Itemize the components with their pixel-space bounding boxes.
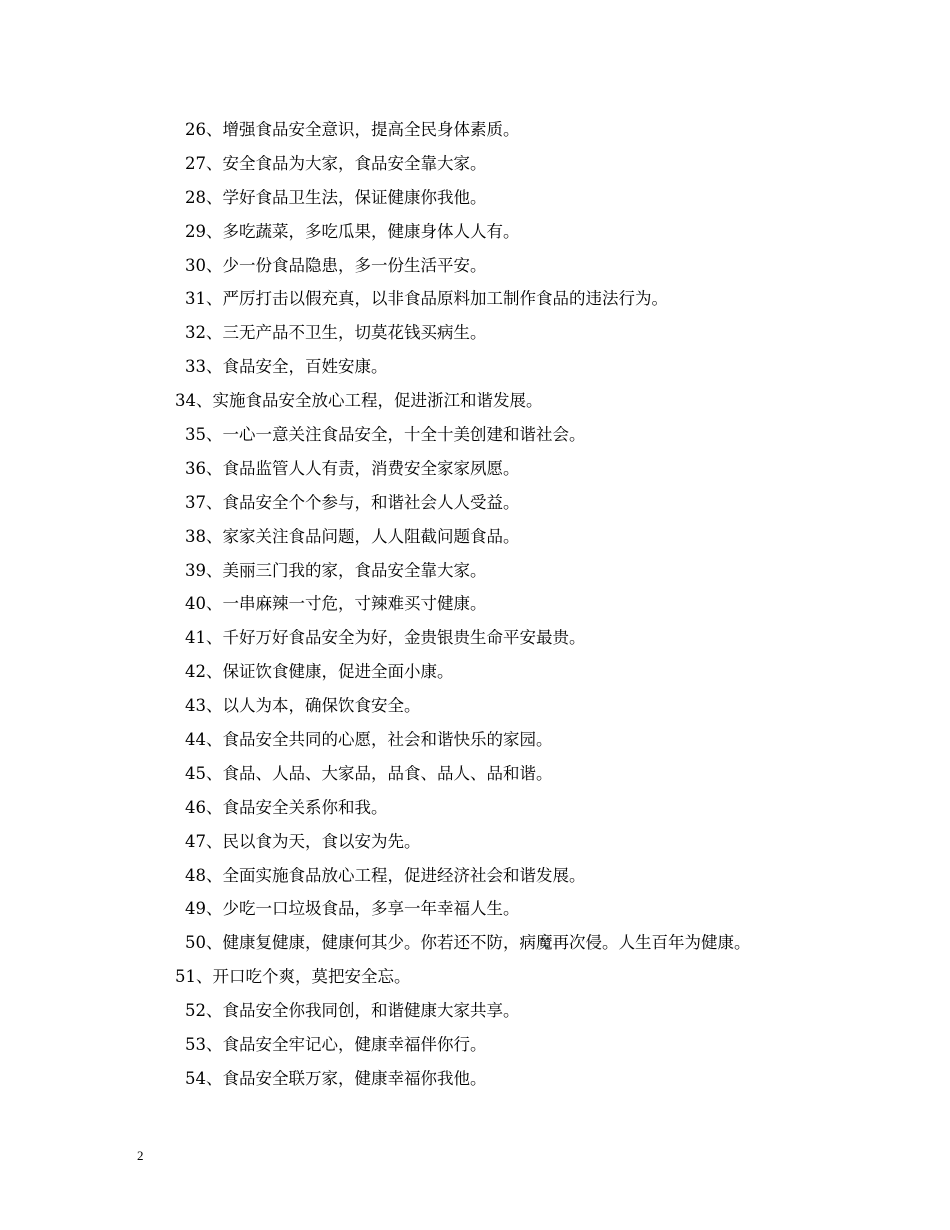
list-item: 45、食品、人品、大家品，品食、品人、品和谐。	[185, 763, 553, 783]
list-item: 33、食品安全，百姓安康。	[185, 357, 388, 377]
list-item: 51、开口吃个爽，莫把安全忘。	[175, 967, 411, 987]
list-item: 29、多吃蔬菜，多吃瓜果，健康身体人人有。	[185, 221, 520, 241]
list-item: 54、食品安全联万家，健康幸福你我他。	[185, 1068, 487, 1088]
list-item: 52、食品安全你我同创，和谐健康大家共享。	[185, 1001, 520, 1021]
list-item: 26、增强食品安全意识，提高全民身体素质。	[185, 120, 520, 139]
list-item: 46、食品安全关系你和我。	[185, 797, 388, 817]
list-item: 36、食品监管人人有责，消费安全家家夙愿。	[185, 458, 520, 478]
list-item: 47、民以食为天，食以安为先。	[185, 831, 421, 851]
list-item: 44、食品安全共同的心愿，社会和谐快乐的家园。	[185, 730, 553, 750]
list-item: 28、学好食品卫生法，保证健康你我他。	[185, 187, 487, 207]
list-item: 35、一心一意关注食品安全，十全十美创建和谐社会。	[185, 425, 586, 445]
list-item: 42、保证饮食健康，促进全面小康。	[185, 662, 454, 682]
list-item: 48、全面实施食品放心工程，促进经济社会和谐发展。	[185, 865, 586, 885]
list-item: 49、少吃一口垃圾食品，多享一年幸福人生。	[185, 899, 520, 919]
list-item: 31、严厉打击以假充真，以非食品原料加工制作食品的违法行为。	[185, 289, 668, 309]
list-item: 27、安全食品为大家，食品安全靠大家。	[185, 153, 487, 173]
page-number: 2	[137, 1148, 144, 1163]
list-item: 30、少一份食品隐患，多一份生活平安。	[185, 255, 487, 275]
list-item: 39、美丽三门我的家，食品安全靠大家。	[185, 560, 487, 580]
list-item: 43、以人为本，确保饮食安全。	[185, 696, 421, 716]
list-item: 32、三无产品不卫生，切莫花钱买病生。	[185, 323, 487, 343]
list-item: 37、食品安全个个参与，和谐社会人人受益。	[185, 492, 520, 512]
list-item: 53、食品安全牢记心，健康幸福伴你行。	[185, 1035, 487, 1055]
list-item: 34、实施食品安全放心工程，促进浙江和谐发展。	[175, 391, 543, 411]
list-item: 41、千好万好食品安全为好，金贵银贵生命平安最贵。	[185, 628, 586, 648]
list-item: 40、一串麻辣一寸危，寸辣难买寸健康。	[185, 594, 487, 614]
list-item: 38、家家关注食品问题，人人阻截问题食品。	[185, 526, 520, 546]
list-item: 50、健康复健康，健康何其少。你若还不防，病魔再次侵。人生百年为健康。	[185, 933, 751, 953]
slogan-list	[0, 113, 950, 1096]
